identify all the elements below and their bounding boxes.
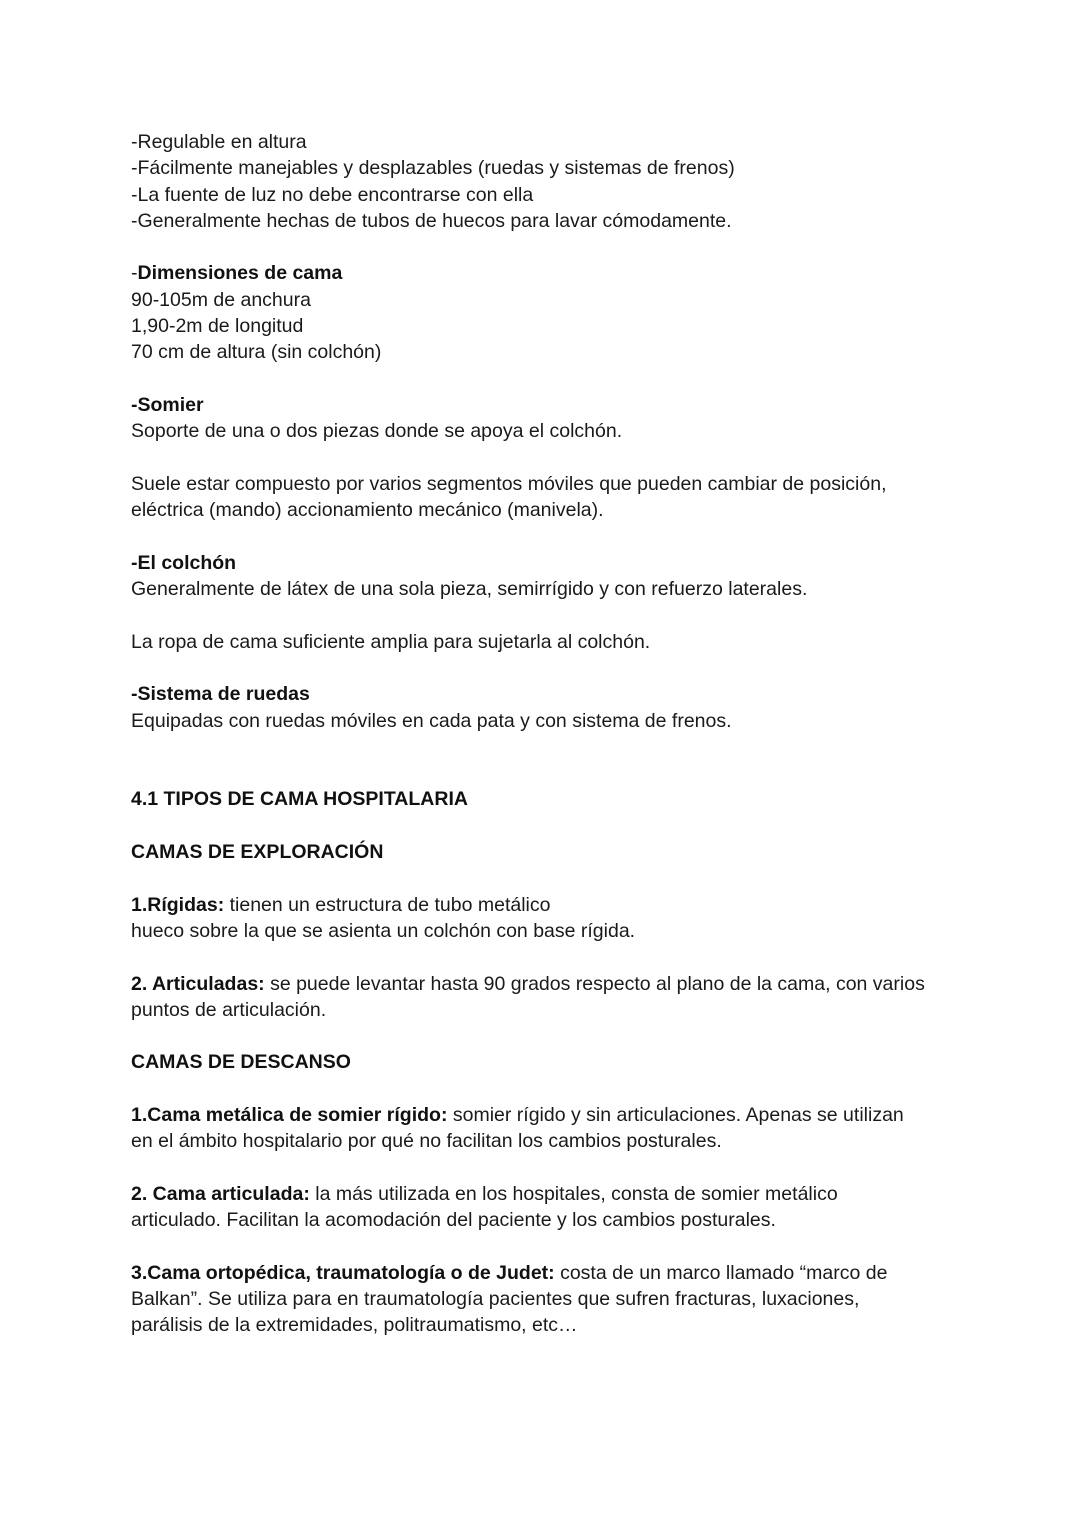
dimensiones-prefix: - [131,262,138,285]
descanso-item-text: somier rígido y sin articulaciones. Apenas se utilizan [447,1103,904,1126]
ruedas-heading: -Sistema de ruedas [131,683,310,706]
descanso-heading: CAMAS DE DESCANSO [131,1051,351,1074]
exploracion-item [131,971,971,997]
descanso-item-text: la más utilizada en los hospitales, consta de somier metálico [309,1182,838,1205]
descanso-item-text: Balkan”. Se utiliza para en traumatología pacientes que sufren fracturas, luxaciones, [131,1288,860,1311]
somier-text: eléctrica (mando) accionamiento mecánico (manivela). [131,499,604,522]
descanso-item [131,1102,971,1128]
descanso-item-text: en el ámbito hospitalario por qué no facilitan los cambios posturales. [131,1130,722,1153]
exploracion-item-label: 1.Rígidas: [131,893,225,916]
descanso-item-text: articulado. Facilitan la acomodación del paciente y los cambios posturales. [131,1209,776,1232]
descanso-item-label: 1.Cama metálica de somier rígido: [131,1103,448,1126]
somier-text: Soporte de una o dos piezas donde se apoya el colchón. [131,420,623,443]
colchon-heading: -El colchón [131,551,237,574]
colchon-text: Generalmente de látex de una sola pieza, semirrígido y con refuerzo laterales. [131,578,808,601]
descanso-item-label: 3.Cama ortopédica, traumatología o de Judet: [131,1261,555,1284]
dimensiones-title: Dimensiones de cama [137,262,343,285]
document-body [131,129,971,1339]
descanso-item-label: 2. Cama articulada: [131,1182,310,1205]
exploracion-heading: CAMAS DE EXPLORACIÓN [131,841,384,864]
list-item: -Regulable en altura [131,131,307,153]
list-item: -Fácilmente manejables y desplazables (ruedas y sistemas de frenos) [131,157,735,180]
exploracion-item [131,892,971,918]
exploracion-item-text: puntos de articulación. [131,998,327,1021]
exploracion-item-text: tienen un estructura de tubo metálico [224,893,551,916]
exploracion-item-label: 2. Articuladas: [131,972,265,995]
list-item: -Generalmente hechas de tubos de huecos para lavar cómodamente. [131,209,732,232]
dimension-line: 90-105m de anchura [131,288,311,311]
exploracion-item-text: se puede levantar hasta 90 grados respecto al plano de la cama, con varios [264,972,925,995]
ruedas-text: Equipadas con ruedas móviles en cada pata y con sistema de frenos. [131,709,732,732]
somier-heading: -Somier [131,393,204,416]
descanso-item-text: costa de un marco llamado “marco de [554,1261,888,1284]
dimension-line: 70 cm de altura (sin colchón) [131,341,382,364]
somier-text: Suele estar compuesto por varios segmentos móviles que pueden cambiar de posición, [131,472,887,495]
colchon-text: La ropa de cama suficiente amplia para sujetarla al colchón. [131,630,651,653]
descanso-item [131,1181,971,1207]
dimensiones-heading [131,260,971,286]
list-item: -La fuente de luz no debe encontrarse con ella [131,183,534,206]
section-title: 4.1 TIPOS DE CAMA HOSPITALARIA [131,788,468,811]
exploracion-item-text: hueco sobre la que se asienta un colchón con base rígida. [131,919,636,942]
descanso-item [131,1260,971,1286]
descanso-item-text: parálisis de la extremidades, politraumatismo, etc… [131,1314,578,1337]
dimension-line: 1,90-2m de longitud [131,315,304,338]
